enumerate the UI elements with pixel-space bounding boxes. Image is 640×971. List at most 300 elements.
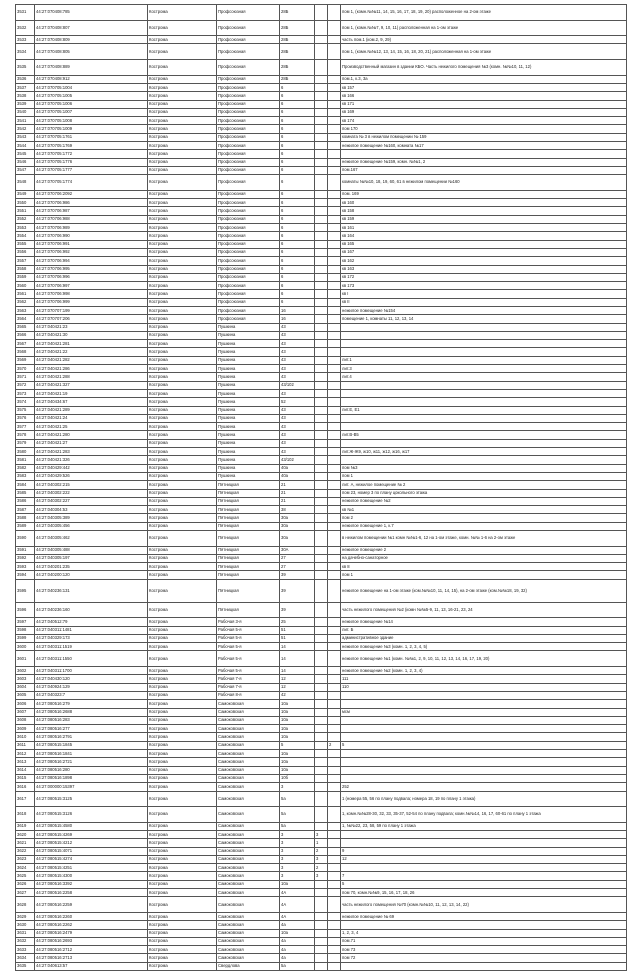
cell-street: Профсоюзная — [217, 257, 280, 265]
cell-cad: 44:27:070705:1769 — [35, 142, 148, 150]
cell-cad: 44:27:080516:280 — [35, 766, 148, 774]
cell-city: Кострома — [148, 847, 217, 855]
cell-house: 28Б — [280, 36, 315, 44]
cell-num: 3586 — [16, 497, 35, 505]
cell-b1 — [315, 389, 328, 397]
cell-num: 3620 — [16, 830, 35, 838]
cell-house: 27 — [280, 563, 315, 571]
table-row — [16, 398, 627, 406]
cell-note — [341, 921, 627, 929]
cell-note: часть нежилого помещения №70 (комн.№№10, 11, 12, 13, 14, 22) — [341, 897, 627, 913]
cell-num: 3632 — [16, 937, 35, 945]
cell-b1 — [315, 954, 328, 962]
cell-num: 3556 — [16, 248, 35, 256]
cell-house: 21 — [280, 497, 315, 505]
cell-b1 — [315, 700, 328, 708]
table-row — [16, 691, 627, 699]
cell-note — [341, 766, 627, 774]
cell-house: 14 — [280, 667, 315, 675]
cell-city: Кострома — [148, 766, 217, 774]
cell-street: Пушкина — [217, 373, 280, 381]
cell-b2 — [328, 667, 341, 675]
cell-house: 6 — [280, 117, 315, 125]
cell-house: 30а — [280, 522, 315, 530]
cell-num: 3551 — [16, 207, 35, 215]
cell-note: 7 — [341, 872, 627, 880]
cell-note: нежилое помещение №2 (комн. 1, 2, 3, 4) — [341, 667, 627, 675]
cell-b2 — [328, 340, 341, 348]
cell-b1: 1 — [315, 839, 328, 847]
cell-b1 — [315, 571, 328, 579]
cell-city: Кострома — [148, 554, 217, 562]
cell-street: Пушкина — [217, 348, 280, 356]
cell-num: 3590 — [16, 531, 35, 547]
cell-b1 — [315, 783, 328, 791]
cell-num: 3554 — [16, 232, 35, 240]
cell-city: Кострома — [148, 954, 217, 962]
table-row — [16, 791, 627, 807]
cell-cad: 44:27:080516:2713 — [35, 954, 148, 962]
cell-b2 — [328, 791, 341, 807]
cell-note: пом. 169 — [341, 190, 627, 198]
cell-cad: 44:27:080516:2791 — [35, 733, 148, 741]
cell-house: 5а — [280, 791, 315, 807]
cell-city: Кострома — [148, 472, 217, 480]
cell-street: Пятницкая — [217, 602, 280, 618]
cell-b2 — [328, 406, 341, 414]
table-row — [16, 464, 627, 472]
table-row — [16, 199, 627, 207]
cell-street: Пятницкая — [217, 579, 280, 602]
cell-cad: 44:27:070705:1776 — [35, 158, 148, 166]
cell-cad: 44:27:070408:785 — [35, 5, 148, 21]
cell-b2 — [328, 348, 341, 356]
cell-note — [341, 962, 627, 970]
table-row — [16, 414, 627, 422]
cell-b2 — [328, 912, 341, 920]
cell-b1 — [315, 348, 328, 356]
cell-street: Пятницкая — [217, 546, 280, 554]
table-row — [16, 44, 627, 60]
cell-cad: 44:27:070706:995 — [35, 265, 148, 273]
cell-city: Кострома — [148, 921, 217, 929]
cell-house: 28Б — [280, 5, 315, 21]
cell-b2 — [328, 464, 341, 472]
cell-note: кв 158 — [341, 207, 627, 215]
cell-house: 28Б — [280, 20, 315, 36]
cell-street: Самоковская — [217, 822, 280, 830]
cell-note: на дачебно-санаторное — [341, 554, 627, 562]
cell-b2 — [328, 962, 341, 970]
cell-num: 3553 — [16, 224, 35, 232]
cell-city: Кострома — [148, 348, 217, 356]
table-row — [16, 224, 627, 232]
cell-num: 3599 — [16, 634, 35, 642]
registry-sheet — [15, 4, 627, 971]
cell-house: 43 — [280, 340, 315, 348]
cell-note — [341, 150, 627, 158]
cell-street: Самоковская — [217, 783, 280, 791]
cell-num: 3547 — [16, 166, 35, 174]
cell-b2 — [328, 166, 341, 174]
cell-b1 — [315, 20, 328, 36]
cell-note: пом 1 — [341, 472, 627, 480]
cell-cad: 44:27:070706:998 — [35, 290, 148, 298]
table-row — [16, 207, 627, 215]
table-row — [16, 847, 627, 855]
cell-cad: 44:27:070706:2092 — [35, 190, 148, 198]
cell-num: 3563 — [16, 306, 35, 314]
cell-street: Рабочая 7-я — [217, 675, 280, 683]
cell-b1 — [315, 456, 328, 464]
cell-note: лит. Б — [341, 626, 627, 634]
cell-num: 3582 — [16, 464, 35, 472]
cell-note: нежилое помещение №154 — [341, 306, 627, 314]
cell-note: 5 — [341, 880, 627, 888]
cell-b2 — [328, 273, 341, 281]
cell-cad: 44:27:070706:987 — [35, 207, 148, 215]
cell-city: Кострома — [148, 774, 217, 782]
cell-house: 6 — [280, 248, 315, 256]
cell-b1 — [315, 142, 328, 150]
table-row — [16, 406, 627, 414]
cell-house: 14 — [280, 651, 315, 667]
cell-street: Самоковская — [217, 855, 280, 863]
cell-city: Кострома — [148, 373, 217, 381]
cell-cad: 44:27:040304:53 — [35, 506, 148, 514]
cell-num: 3552 — [16, 215, 35, 223]
cell-num: 3612 — [16, 750, 35, 758]
cell-b1 — [315, 224, 328, 232]
cell-b2 — [328, 497, 341, 505]
cell-b1 — [315, 929, 328, 937]
cell-b1 — [315, 356, 328, 364]
cell-cad: 44:27:040421:327 — [35, 381, 148, 389]
cell-num: 3613 — [16, 758, 35, 766]
cell-note: лит.3 — [341, 365, 627, 373]
cell-num: 3598 — [16, 626, 35, 634]
cell-b1 — [315, 75, 328, 83]
cell-note — [341, 323, 627, 331]
cell-cad: 44:27:070408:889 — [35, 60, 148, 76]
cell-cad: 44:27:040421:30 — [35, 331, 148, 339]
table-row — [16, 954, 627, 962]
cell-cad: 44:27:080515:1845 — [35, 741, 148, 749]
cell-b1 — [315, 83, 328, 91]
cell-note: нежилое помещение 1, к.7 — [341, 522, 627, 530]
cell-b2 — [328, 142, 341, 150]
cell-note: комнаты №№10, 18, 19, 60, 61 в нежилом помещении №160 — [341, 175, 627, 191]
cell-num: 3567 — [16, 340, 35, 348]
table-row — [16, 571, 627, 579]
cell-cad: 44:27:080516:277 — [35, 725, 148, 733]
cell-house: 52 — [280, 398, 315, 406]
cell-b2 — [328, 839, 341, 847]
cell-street: Профсоюзная — [217, 125, 280, 133]
cell-street: Самоковская — [217, 839, 280, 847]
table-row — [16, 864, 627, 872]
cell-street: Профсоюзная — [217, 273, 280, 281]
cell-b2 — [328, 774, 341, 782]
cell-b2 — [328, 783, 341, 791]
cell-street: Пушкина — [217, 423, 280, 431]
cell-note — [341, 389, 627, 397]
cell-cad: 44:27:040329:173 — [35, 634, 148, 642]
cell-num: 3555 — [16, 240, 35, 248]
cell-num: 3540 — [16, 108, 35, 116]
cell-house: 10а — [280, 750, 315, 758]
cell-note: кв 174 — [341, 117, 627, 125]
cell-house: 30а — [280, 514, 315, 522]
cell-b1 — [315, 822, 328, 830]
cell-b2 — [328, 937, 341, 945]
cell-b1 — [315, 365, 328, 373]
cell-b2 — [328, 946, 341, 954]
cell-num: 3576 — [16, 414, 35, 422]
cell-house: 16 — [280, 315, 315, 323]
cell-street: Самоковская — [217, 766, 280, 774]
cell-num: 3580 — [16, 448, 35, 456]
cell-street: Профсоюзная — [217, 175, 280, 191]
cell-house: 5а — [280, 807, 315, 823]
cell-house: 12 — [280, 675, 315, 683]
cell-cad: 44:27:040200:120 — [35, 571, 148, 579]
cell-note: 1, комн.№№28-30, 32, 33, 35-37, 52-54 по плану подвала; комн.№№14, 16, 17, 60-61 по плану 1 этажа — [341, 807, 627, 823]
cell-street: Профсоюзная — [217, 248, 280, 256]
cell-house: 3 — [280, 855, 315, 863]
cell-house: 38 — [280, 506, 315, 514]
cell-house: 6 — [280, 290, 315, 298]
cell-note: пом 73 — [341, 946, 627, 954]
cell-cad: 44:27:040429:526 — [35, 472, 148, 480]
cell-num: 3615 — [16, 774, 35, 782]
cell-cad: 44:27:040421:23 — [35, 323, 148, 331]
cell-b2 — [328, 423, 341, 431]
table-row — [16, 522, 627, 530]
cell-b2 — [328, 602, 341, 618]
table-row — [16, 150, 627, 158]
cell-house: 39 — [280, 571, 315, 579]
cell-num: 3630 — [16, 921, 35, 929]
cell-note: пом №3 — [341, 464, 627, 472]
table-row — [16, 683, 627, 691]
cell-num: 3603 — [16, 675, 35, 683]
cell-house: 10а — [280, 880, 315, 888]
table-row — [16, 142, 627, 150]
cell-street: Самоковская — [217, 774, 280, 782]
cell-note: кв 171 — [341, 100, 627, 108]
cell-num: 3539 — [16, 100, 35, 108]
table-row — [16, 643, 627, 651]
cell-street: Пушкина — [217, 414, 280, 422]
cell-b1 — [315, 758, 328, 766]
cell-house: 3 — [280, 847, 315, 855]
cell-b2 — [328, 675, 341, 683]
cell-b2 — [328, 431, 341, 439]
table-row — [16, 733, 627, 741]
table-row — [16, 240, 627, 248]
cell-b2 — [328, 634, 341, 642]
cell-b1 — [315, 708, 328, 716]
cell-city: Кострома — [148, 365, 217, 373]
cell-street: Профсоюзная — [217, 306, 280, 314]
table-row — [16, 602, 627, 618]
cell-note: 9 — [341, 847, 627, 855]
cell-city: Кострома — [148, 331, 217, 339]
cell-note: 111 — [341, 675, 627, 683]
cell-b1 — [315, 725, 328, 733]
cell-b1 — [315, 675, 328, 683]
cell-street: Самоковская — [217, 708, 280, 716]
cell-cad: 44:27:070408:912 — [35, 75, 148, 83]
cell-b1 — [315, 439, 328, 447]
cell-street: Самоковская — [217, 872, 280, 880]
cell-num: 3544 — [16, 142, 35, 150]
cell-b1: 2 — [315, 847, 328, 855]
cell-note: пом 23, номер 3 по плану цокольного этажа — [341, 489, 627, 497]
cell-street: Пушкина — [217, 365, 280, 373]
cell-b1 — [315, 298, 328, 306]
table-row — [16, 36, 627, 44]
cell-b1 — [315, 175, 328, 191]
cell-house: 3 — [280, 839, 315, 847]
cell-city: Кострома — [148, 889, 217, 897]
cell-note: кв 8 — [341, 563, 627, 571]
cell-house: 43 — [280, 365, 315, 373]
cell-b1 — [315, 36, 328, 44]
cell-city: Кострома — [148, 602, 217, 618]
cell-street: Профсоюзная — [217, 150, 280, 158]
cell-cad: 44:27:040421:282 — [35, 356, 148, 364]
cell-num: 3535 — [16, 60, 35, 76]
cell-street: Самоковская — [217, 937, 280, 945]
cell-house: 28Б — [280, 60, 315, 76]
cell-note: пом 1, (комн.№№12, 13, 14, 15, 16, 18, 20, 21) расположенная на 1-ом этаже — [341, 44, 627, 60]
cell-house: 40а — [280, 472, 315, 480]
cell-num: 3566 — [16, 331, 35, 339]
cell-note: кв 165 — [341, 240, 627, 248]
table-row — [16, 273, 627, 281]
cell-house: 3 — [280, 872, 315, 880]
cell-cad: 44:27:070705:1004 — [35, 83, 148, 91]
cell-b1 — [315, 232, 328, 240]
table-row — [16, 889, 627, 897]
cell-note — [341, 331, 627, 339]
table-row — [16, 626, 627, 634]
cell-city: Кострома — [148, 414, 217, 422]
cell-house: 43 — [280, 439, 315, 447]
cell-b2 — [328, 750, 341, 758]
cell-cad: 44:27:070706:989 — [35, 224, 148, 232]
cell-b1 — [315, 667, 328, 675]
cell-b2 — [328, 472, 341, 480]
cell-street: Пушкина — [217, 448, 280, 456]
cell-cad: 44:27:040421:19 — [35, 389, 148, 397]
cell-cad: 44:27:040421:25 — [35, 423, 148, 431]
table-row — [16, 306, 627, 314]
cell-num: 3562 — [16, 298, 35, 306]
table-row — [16, 125, 627, 133]
cell-cad: 44:27:080515:4269 — [35, 830, 148, 838]
cell-city: Кострома — [148, 563, 217, 571]
table-row — [16, 448, 627, 456]
cell-cad: 44:27:080516:2260 — [35, 912, 148, 920]
cell-note — [341, 398, 627, 406]
cell-city: Кострома — [148, 571, 217, 579]
cell-city: Кострома — [148, 133, 217, 141]
cell-b1 — [315, 937, 328, 945]
cell-cad: 44:27:070705:1009 — [35, 125, 148, 133]
cell-cad: 44:27:080516:2479 — [35, 929, 148, 937]
cell-street: Пятницкая — [217, 514, 280, 522]
cell-num: 3618 — [16, 807, 35, 823]
cell-b2 — [328, 356, 341, 364]
cell-cad: 44:27:080516:2262 — [35, 921, 148, 929]
cell-num: 3629 — [16, 912, 35, 920]
cell-cad: 44:27:040236:160 — [35, 602, 148, 618]
cell-city: Кострома — [148, 190, 217, 198]
cell-b2 — [328, 199, 341, 207]
cell-street: Пятницкая — [217, 497, 280, 505]
cell-num: 3572 — [16, 381, 35, 389]
table-row — [16, 298, 627, 306]
cell-city: Кострома — [148, 750, 217, 758]
cell-cad: 44:27:040421:281 — [35, 340, 148, 348]
cell-b2 — [328, 921, 341, 929]
cell-b2 — [328, 531, 341, 547]
cell-num: 3608 — [16, 716, 35, 724]
cell-street: Профсоюзная — [217, 166, 280, 174]
cell-num: 3557 — [16, 257, 35, 265]
cell-num: 3541 — [16, 117, 35, 125]
table-row — [16, 290, 627, 298]
cell-note: кв 159 — [341, 215, 627, 223]
cell-b2 — [328, 175, 341, 191]
cell-house: 6 — [280, 199, 315, 207]
cell-house: 28Б — [280, 44, 315, 60]
cell-street: Рабочая 5-я — [217, 626, 280, 634]
cell-street: Профсоюзная — [217, 92, 280, 100]
cell-house: 43/102 — [280, 381, 315, 389]
cell-num: 3573 — [16, 389, 35, 397]
cell-b2 — [328, 522, 341, 530]
cell-city: Кострома — [148, 822, 217, 830]
cell-b2 — [328, 514, 341, 522]
table-row — [16, 937, 627, 945]
cell-house: 6 — [280, 273, 315, 281]
cell-b2 — [328, 265, 341, 273]
cell-street: Самоковская — [217, 700, 280, 708]
cell-city: Кострома — [148, 791, 217, 807]
cell-house: 16 — [280, 306, 315, 314]
cell-num: 3588 — [16, 514, 35, 522]
cell-cad: 44:27:040421:27 — [35, 439, 148, 447]
cell-b2 — [328, 331, 341, 339]
cell-num: 3546 — [16, 158, 35, 166]
table-row — [16, 340, 627, 348]
cell-b2 — [328, 232, 341, 240]
cell-b1 — [315, 306, 328, 314]
cell-note: пом 1 — [341, 571, 627, 579]
cell-num: 3585 — [16, 489, 35, 497]
cell-city: Кострома — [148, 207, 217, 215]
cell-b1 — [315, 962, 328, 970]
cell-city: Кострома — [148, 489, 217, 497]
cell-b2 — [328, 708, 341, 716]
table-row — [16, 546, 627, 554]
cell-city: Кострома — [148, 864, 217, 872]
cell-city: Кострома — [148, 700, 217, 708]
